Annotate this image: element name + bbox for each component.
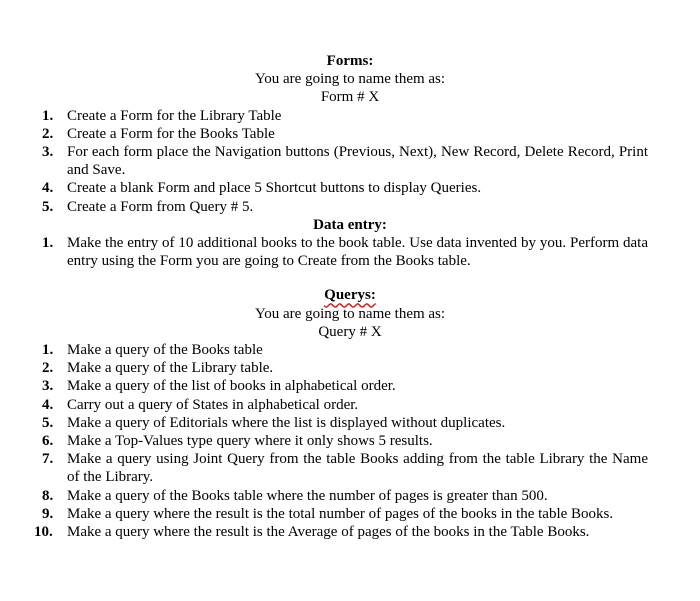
forms-section bbox=[0, 52, 700, 216]
querys-section bbox=[0, 286, 700, 541]
list-item bbox=[0, 179, 648, 197]
item-text: Make a query of the Books table bbox=[67, 342, 263, 359]
list-item bbox=[0, 432, 648, 450]
list-item bbox=[0, 341, 648, 359]
item-text: Make a Top-Values type query where it only shows 5 results. bbox=[67, 433, 433, 450]
item-number: 3. bbox=[42, 144, 54, 161]
list-item bbox=[0, 396, 648, 414]
list-item bbox=[0, 107, 648, 125]
item-number: 9. bbox=[42, 505, 54, 522]
querys-heading bbox=[0, 286, 700, 304]
list-item bbox=[0, 505, 648, 523]
item-number: 5. bbox=[42, 198, 54, 215]
querys-list bbox=[0, 341, 700, 541]
forms-list bbox=[0, 107, 700, 216]
item-text: Carry out a query of States in alphabetical order. bbox=[67, 396, 359, 413]
querys-heading-text: Querys: bbox=[324, 287, 376, 304]
item-text: Make a query of the Books table where the number of pages is greater than 500. bbox=[67, 487, 548, 504]
document-page bbox=[0, 52, 700, 541]
list-item bbox=[0, 125, 648, 143]
item-text: Make a query using Joint Query from the table Books adding from the table Library the Name of the Library. bbox=[67, 451, 648, 486]
item-number: 2. bbox=[42, 360, 54, 377]
forms-naming-pattern: Form # X bbox=[320, 89, 380, 106]
list-item bbox=[0, 523, 648, 541]
item-text: Make the entry of 10 additional books to the book table. Use data invented by you. Perform data entry using the Form you are going to Create from the Books table. bbox=[67, 235, 648, 270]
querys-naming-pattern: Query # X bbox=[318, 323, 382, 340]
item-number: 1. bbox=[42, 107, 54, 124]
item-text: Make a query of the Library table. bbox=[67, 360, 274, 377]
item-number: 4. bbox=[42, 180, 54, 197]
item-number: 3. bbox=[42, 378, 54, 395]
item-number: 8. bbox=[42, 487, 54, 504]
item-number: 2. bbox=[42, 125, 54, 142]
data-entry-section bbox=[0, 216, 700, 271]
item-number: 1. bbox=[42, 235, 54, 252]
item-text: Make a query where the result is the Average of pages of the books in the Table Books. bbox=[67, 524, 590, 541]
item-text: Make a query of Editorials where the list is displayed without duplicates. bbox=[67, 414, 506, 431]
forms-heading: Forms: bbox=[326, 53, 374, 69]
item-number: 6. bbox=[42, 433, 54, 450]
item-number: 5. bbox=[42, 414, 54, 431]
data-entry-heading: Data entry: bbox=[313, 216, 387, 233]
list-item bbox=[0, 198, 648, 216]
item-text: Create a blank Form and place 5 Shortcut buttons to display Queries. bbox=[67, 180, 482, 197]
list-item bbox=[0, 359, 648, 377]
list-item bbox=[0, 143, 648, 179]
forms-naming-line: You are going to name them as: bbox=[254, 71, 446, 88]
list-item bbox=[0, 487, 648, 505]
item-text: Create a Form for the Books Table bbox=[67, 125, 275, 142]
list-item bbox=[0, 414, 648, 432]
item-text: For each form place the Navigation buttons (Previous, Next), New Record, Delete Record, Print and Save. bbox=[67, 144, 648, 179]
item-text: Make a query of the list of books in alphabetical order. bbox=[67, 378, 396, 395]
list-item bbox=[0, 377, 648, 395]
item-text: Make a query where the result is the total number of pages of the books in the table Books. bbox=[67, 505, 614, 522]
item-number: 1. bbox=[42, 342, 54, 359]
item-number: 10. bbox=[34, 524, 53, 541]
item-text: Create a Form from Query # 5. bbox=[67, 198, 254, 215]
querys-naming-line: You are going to name them as: bbox=[254, 305, 446, 322]
section-spacer bbox=[0, 270, 700, 286]
list-item bbox=[0, 234, 648, 270]
data-entry-list bbox=[0, 234, 700, 270]
list-item bbox=[0, 450, 648, 486]
item-number: 4. bbox=[42, 396, 54, 413]
item-text: Create a Form for the Library Table bbox=[67, 107, 282, 124]
item-number: 7. bbox=[42, 451, 54, 468]
